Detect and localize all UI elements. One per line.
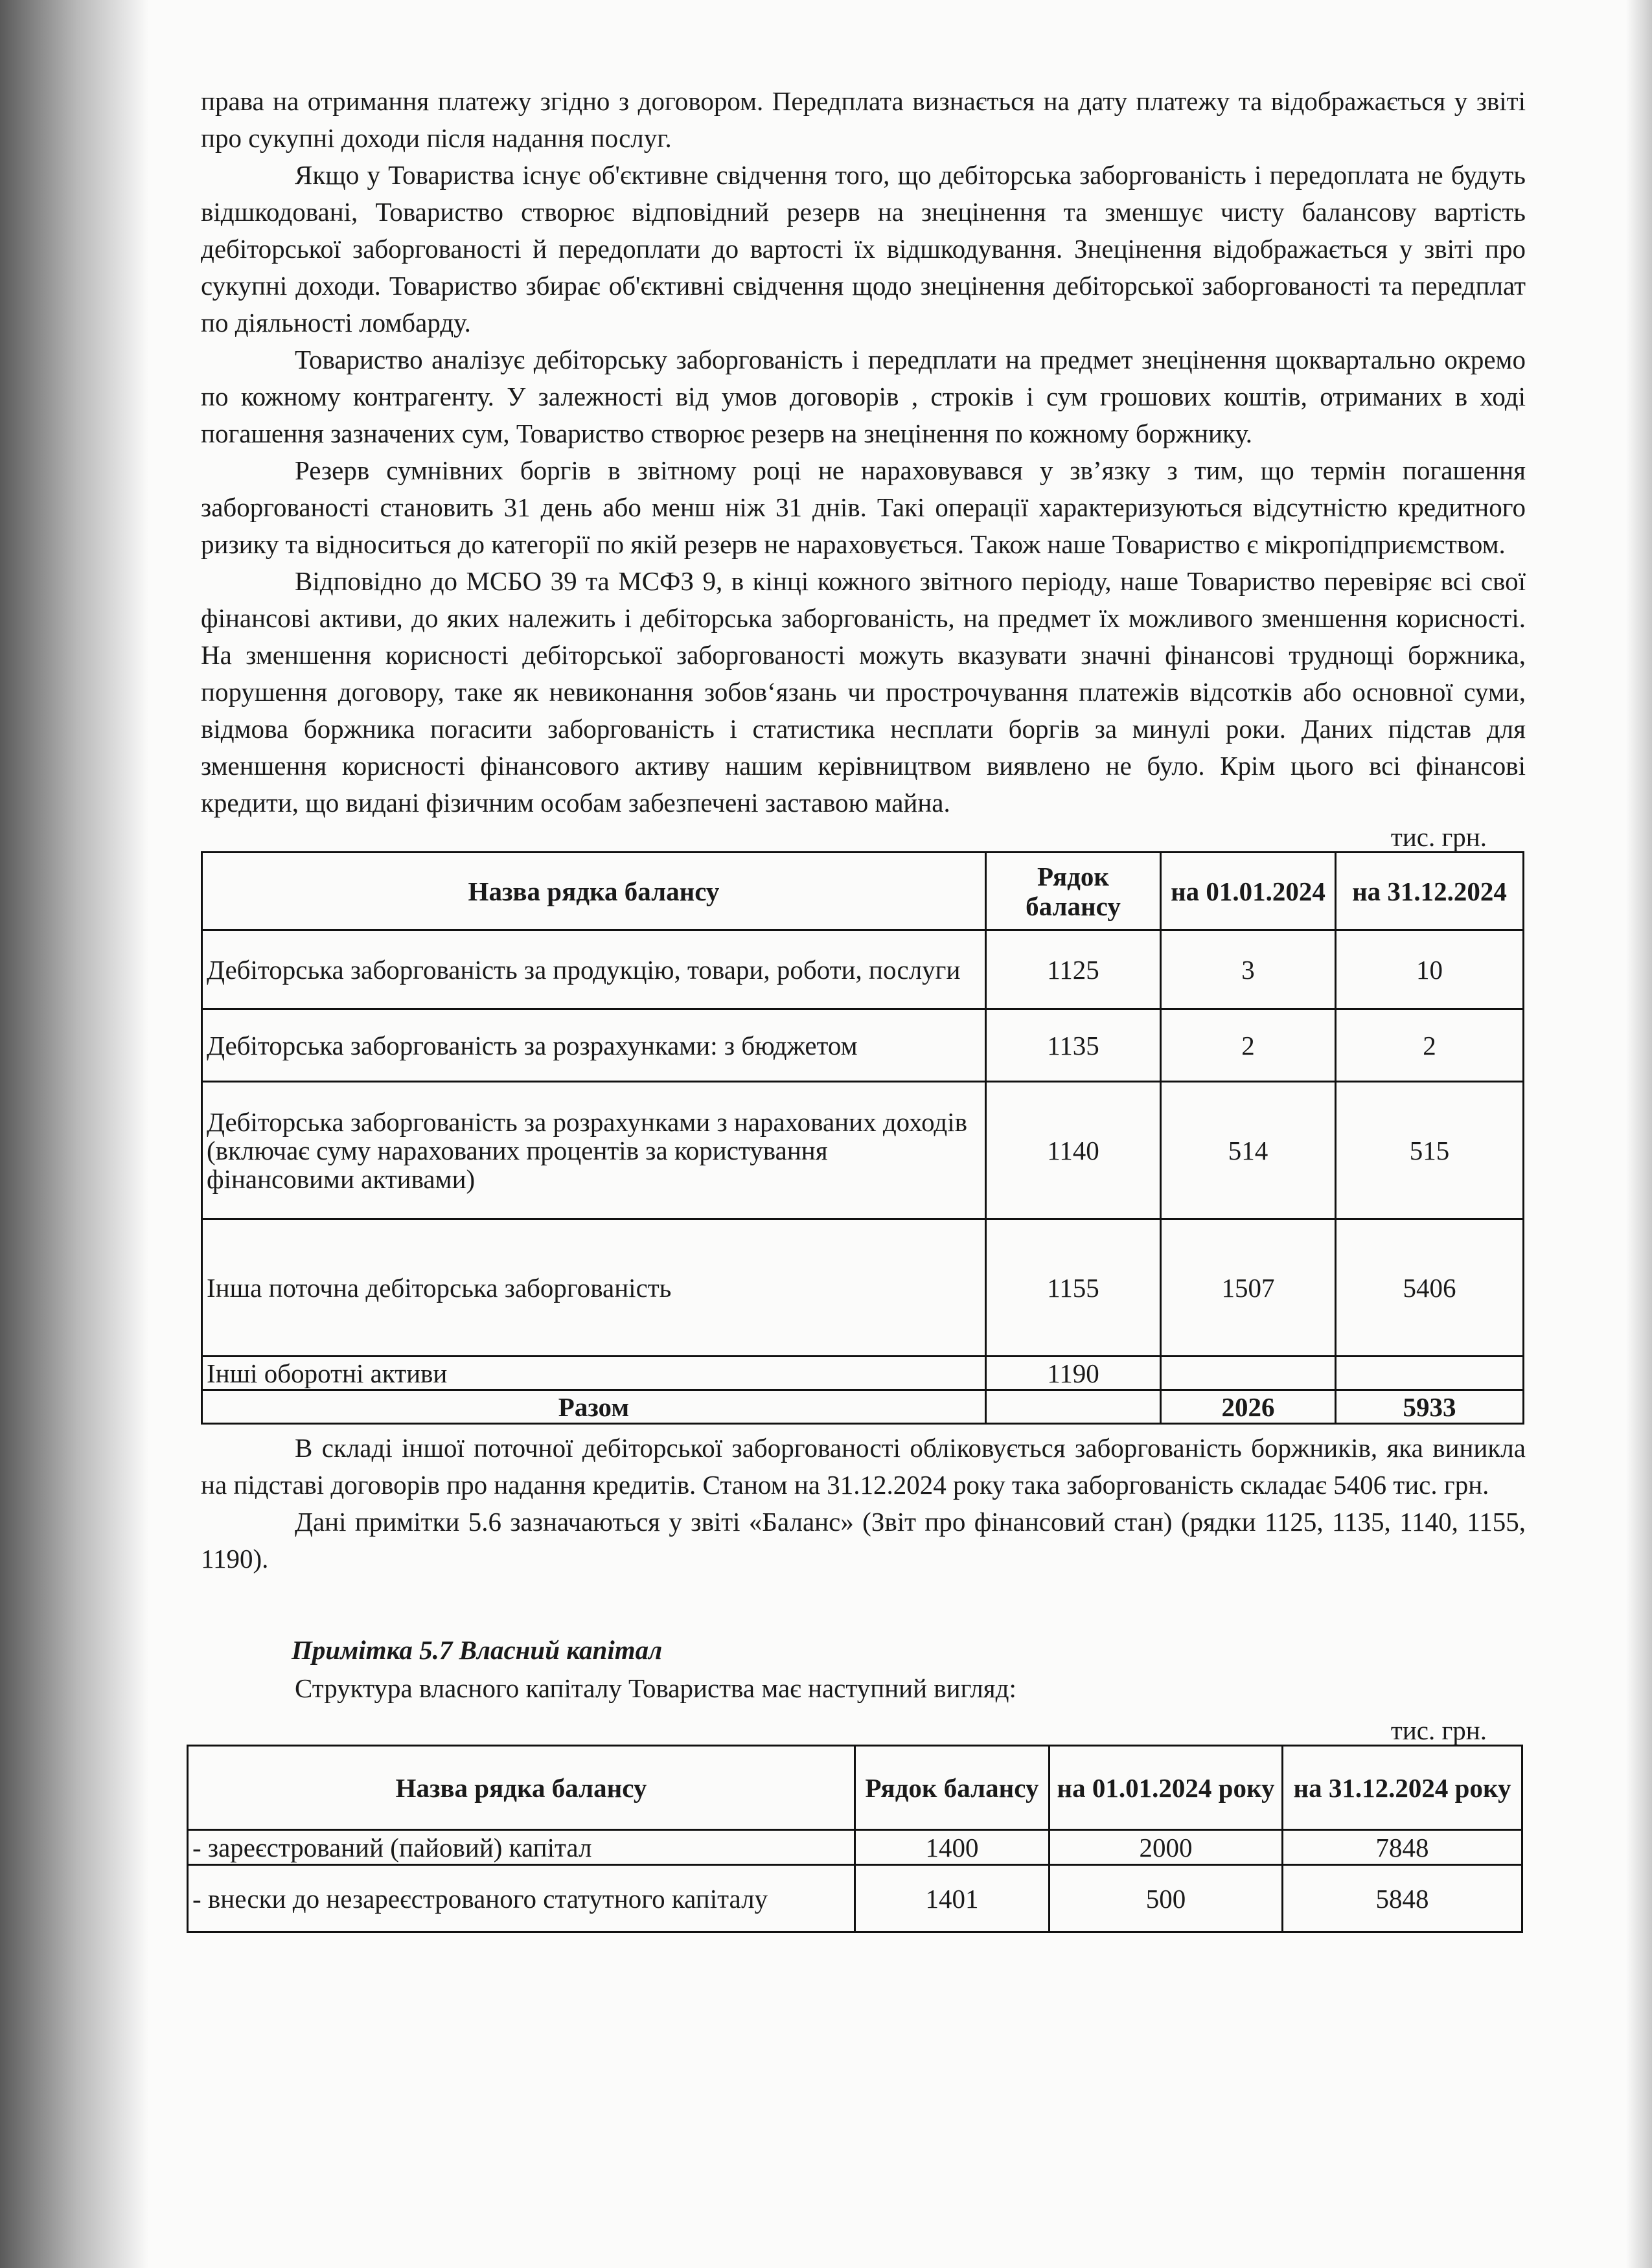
table-row xyxy=(202,1009,1524,1082)
row-end-value: 5848 xyxy=(1283,1865,1522,1932)
row-code: 1400 xyxy=(855,1830,1050,1865)
paragraph-1: права на отримання платежу згідно з договором. Передплата визнається на дату платежу та відображається у звіті про сукупні доходи після надання послуг. xyxy=(201,86,1526,153)
table-row xyxy=(202,1357,1524,1390)
paragraph-6: В складі іншої поточної дебіторської заборгованості обліковується заборгованість боржників, яка виникла на підставі договорів про надання кредитів. Станом на 31.12.2024 року така заборгованість складає 5406 тис. грн. xyxy=(201,1433,1526,1500)
row-code: 1135 xyxy=(986,1009,1161,1082)
after-table-paragraphs xyxy=(201,1430,1526,1577)
header-name: Назва рядка балансу xyxy=(188,1746,855,1830)
row-start-value xyxy=(1161,1357,1336,1390)
total-start-value: 2026 xyxy=(1161,1390,1336,1424)
table-row xyxy=(202,1082,1524,1219)
table-row xyxy=(202,1219,1524,1357)
row-name: Інша поточна дебіторська заборгованість xyxy=(202,1219,986,1357)
row-name: Інші оборотні активи xyxy=(202,1357,986,1390)
scan-binding-shadow xyxy=(0,0,149,2268)
row-end-value: 515 xyxy=(1336,1082,1524,1219)
paragraph-4: Резерв сумнівних боргів в звітному році не нараховувався у зв’язку з тим, що термін погашення заборгованості становить 31 день або менш ніж 31 днів. Такі операції характеризуються відсутністю кредитного ризику та відноситься до категорії по якій резерв не нараховується. Також наше Товариство є мікропідприємством. xyxy=(201,455,1526,559)
row-start-value: 1507 xyxy=(1161,1219,1336,1357)
row-end-value: 2 xyxy=(1336,1009,1524,1082)
row-name: - зареєстрований (пайовий) капітал xyxy=(188,1830,855,1865)
header-start-date: на 01.01.2024 року xyxy=(1050,1746,1283,1830)
scan-edge-strip xyxy=(1626,0,1652,2268)
row-end-value: 10 xyxy=(1336,930,1524,1009)
row-name: Дебіторська заборгованість за розрахунками з нарахованих доходів (включає суму нарахованих процентів за користування фінансовими активами) xyxy=(202,1082,986,1219)
header-end-date: на 31.12.2024 року xyxy=(1283,1746,1522,1830)
paragraph-3: Товариство аналізує дебіторську заборгованість і передплати на предмет знецінення щоквартально окремо по кожному контрагенту. У залежності від умов договорів , строків і сум грошових коштів, отриманих в ході погашення зазначених сум, Товариство створює резерв на знецінення по кожному боржнику. xyxy=(201,345,1526,448)
header-row-code: Рядок балансу xyxy=(986,853,1161,930)
table-row xyxy=(202,930,1524,1009)
row-code: 1401 xyxy=(855,1865,1050,1932)
row-code: 1125 xyxy=(986,930,1161,1009)
row-start-value: 514 xyxy=(1161,1082,1336,1219)
row-end-value xyxy=(1336,1357,1524,1390)
intro-paragraphs xyxy=(201,83,1526,821)
row-end-value: 7848 xyxy=(1283,1830,1522,1865)
row-code: 1155 xyxy=(986,1219,1161,1357)
header-start-date: на 01.01.2024 xyxy=(1161,853,1336,930)
paragraph-5: Відповідно до МСБО 39 та МСФЗ 9, в кінці кожного звітного періоду, наше Товариство перевіряє всі свої фінансові активи, до яких належить і дебіторська заборгованість, на предмет їх можливого зменшення корисності. На зменшення корисності дебіторської заборгованості можуть вказувати значні фінансові труднощі боржника, порушення договору, таке як невиконання зобов‘язань чи прострочування платежів відсотків або основної суми, відмова боржника погасити заборгованість і статистика несплати боргів за минулі роки. Даних підстав для зменшення корисності фінансового активу нашим керівництвом виявлено не було. Крім цього всі фінансові кредити, що видані фізичним особам забезпечені заставою майна. xyxy=(201,566,1526,818)
row-end-value: 5406 xyxy=(1336,1219,1524,1357)
row-name: Дебіторська заборгованість за продукцію, товари, роботи, послуги xyxy=(202,930,986,1009)
table-total-row xyxy=(202,1390,1524,1424)
header-name: Назва рядка балансу xyxy=(202,853,986,930)
table-row xyxy=(188,1830,1522,1865)
receivables-table xyxy=(201,851,1524,1425)
row-code: 1140 xyxy=(986,1082,1161,1219)
note-title: Примітка 5.7 Власний капітал xyxy=(292,1635,663,1665)
row-name: - внески до незареєстрованого статутного капіталу xyxy=(188,1865,855,1932)
paragraph-7: Дані примітки 5.6 зазначаються у звіті «Баланс» (Звіт про фінансовий стан) (рядки 1125, 1135, 1140, 1155, 1190). xyxy=(201,1507,1526,1574)
row-start-value: 500 xyxy=(1050,1865,1283,1932)
document-page xyxy=(192,83,1526,1933)
row-start-value: 2000 xyxy=(1050,1830,1283,1865)
table-row xyxy=(188,1865,1522,1932)
total-code xyxy=(986,1390,1161,1424)
table2-unit: тис. грн. xyxy=(1390,1715,1487,1745)
table-header-row xyxy=(188,1746,1522,1830)
header-end-date: на 31.12.2024 xyxy=(1336,853,1524,930)
row-code: 1190 xyxy=(986,1357,1161,1390)
header-row-code: Рядок балансу xyxy=(855,1746,1050,1830)
note-intro: Структура власного капіталу Товариства має наступний вигляд: xyxy=(295,1673,1016,1703)
table-header-row xyxy=(202,853,1524,930)
table1-unit: тис. грн. xyxy=(1390,822,1487,852)
equity-table xyxy=(187,1745,1523,1933)
total-label: Разом xyxy=(202,1390,986,1424)
row-name: Дебіторська заборгованість за розрахунками: з бюджетом xyxy=(202,1009,986,1082)
paragraph-2: Якщо у Товариства існує об'єктивне свідчення того, що дебіторська заборгованість і передоплата не будуть відшкодовані, Товариство створює відповідний резерв на знецінення та зменшує чисту балансову вартість дебіторської заборгованості й передоплати до вартості їх відшкодування. Знецінення відображається у звіті про сукупні доходи. Товариство збирає об'єктивні свідчення щодо знецінення дебіторської заборгованості та передплат по діяльності ломбарду. xyxy=(201,160,1526,338)
total-end-value: 5933 xyxy=(1336,1390,1524,1424)
row-start-value: 3 xyxy=(1161,930,1336,1009)
row-start-value: 2 xyxy=(1161,1009,1336,1082)
